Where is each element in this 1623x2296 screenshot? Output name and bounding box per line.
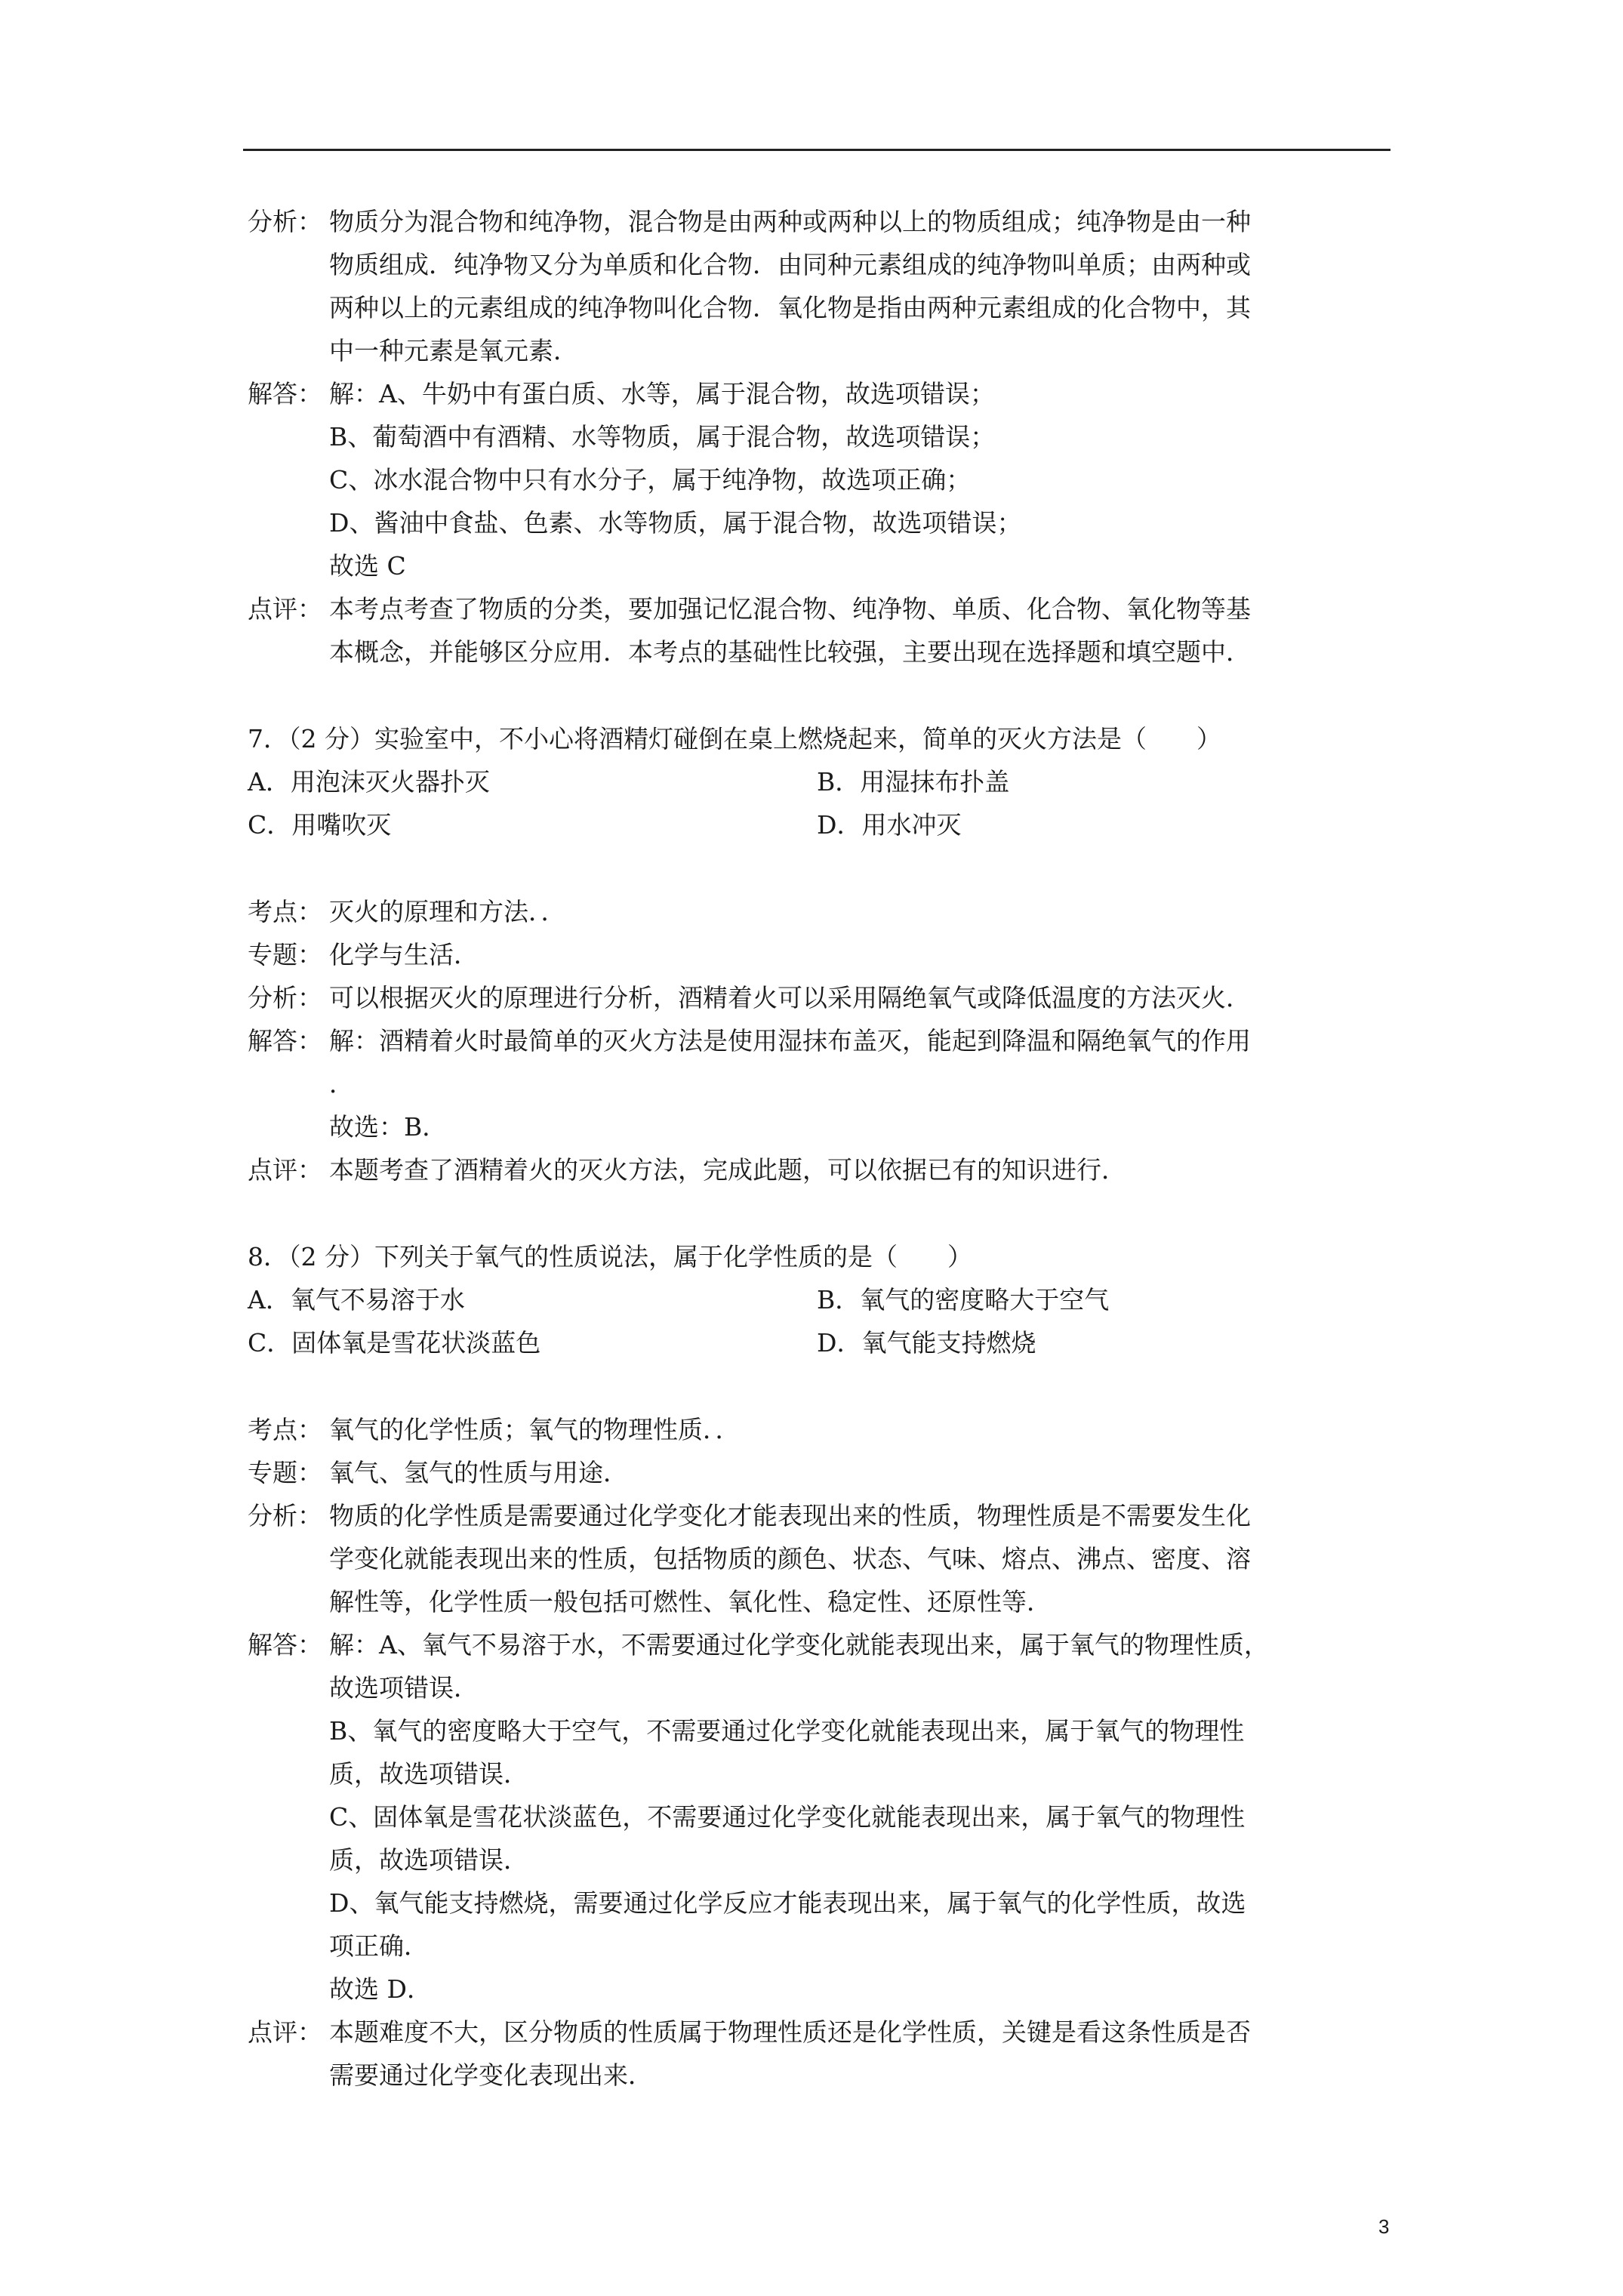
q7-option-b: B．用湿抹布扑盖: [817, 767, 1010, 797]
q7-option-c: C．用嘴吹灭: [248, 810, 392, 840]
q8-answer-line: 故选项错误．: [329, 1673, 479, 1703]
q6-answer-line: 故选 C: [329, 551, 406, 581]
q7-comment-label: 点评：: [248, 1155, 322, 1185]
q6-answer-line: D、酱油中食盐、色素、水等物质，属于混合物，故选项错误；: [329, 508, 1022, 538]
q8-kaodian-label: 考点：: [248, 1415, 322, 1444]
q8-analysis-line: 学变化就能表现出来的性质，包括物质的颜色、状态、气味、熔点、沸点、密度、溶: [329, 1544, 1251, 1573]
q8-comment-text: 本题难度不大，区分物质的性质属于物理性质还是化学性质，关键是看这条性质是否: [329, 2017, 1251, 2047]
q8-zhuanti-label: 专题：: [248, 1458, 322, 1487]
q6-comment-line: 本概念，并能够区分应用．本考点的基础性比较强，主要出现在选择题和填空题中．: [329, 637, 1251, 667]
q6-analysis-line: 物质组成．纯净物又分为单质和化合物．由同种元素组成的纯净物叫单质；由两种或: [329, 250, 1251, 279]
q6-comment-text: 本考点考查了物质的分类，要加强记忆混合物、纯净物、单质、化合物、氧化物等基: [329, 594, 1251, 624]
q6-analysis-text: 物质分为混合物和纯净物，混合物是由两种或两种以上的物质组成；纯净物是由一种: [329, 207, 1251, 236]
q8-analysis-text: 物质的化学性质是需要通过化学变化才能表现出来的性质，物理性质是不需要发生化: [329, 1501, 1251, 1530]
q8-answer-line: [248, 1623, 1395, 1666]
q8-option-c: C．固体氧是雪花状淡蓝色: [248, 1328, 541, 1358]
q8-zhuanti-line: [248, 1451, 1395, 1494]
q6-analysis-label: 分析：: [248, 207, 322, 236]
q7-option-a: A．用泡沫灭火器扑灭: [248, 767, 490, 797]
q7-analysis-line: [248, 976, 1395, 1019]
q8-answer-text: 解：A、氧气不易溶于水，不需要通过化学变化就能表现出来，属于氧气的物理性质，: [329, 1630, 1269, 1660]
q6-analysis-line: 中一种元素是氧元素．: [329, 336, 578, 365]
q7-comment-line: [248, 1148, 1395, 1191]
q6-analysis-line: 两种以上的元素组成的纯净物叫化合物．氧化物是指由两种元素组成的化合物中，其: [329, 293, 1251, 322]
q8-comment-line: [248, 2011, 1395, 2054]
q8-option-d: D．氧气能支持燃烧: [817, 1328, 1036, 1358]
q8-option-b: B．氧气的密度略大于空气: [817, 1285, 1110, 1314]
q7-zhuanti-text: 化学与生活．: [329, 940, 479, 969]
q7-answer-text: 解：酒精着火时最简单的灭火方法是使用湿抹布盖灭，能起到降温和隔绝氧气的作用: [329, 1026, 1251, 1056]
q7-analysis-label: 分析：: [248, 983, 322, 1012]
q7-stem: 7．（2 分）实验室中，不小心将酒精灯碰倒在桌上燃烧起来，简单的灭火方法是（ ）: [248, 724, 1221, 754]
header-rule: [243, 149, 1390, 151]
q8-answer-line: C、固体氧是雪花状淡蓝色，不需要通过化学变化就能表现出来，属于氧气的物理性: [329, 1802, 1246, 1832]
q8-options-row: [248, 1278, 1395, 1321]
q8-kaodian-text: 氧气的化学性质；氧气的物理性质．．: [329, 1415, 741, 1444]
q7-comment-text: 本题考查了酒精着火的灭火方法，完成此题，可以依据已有的知识进行．: [329, 1155, 1126, 1185]
q6-comment-label: 点评：: [248, 594, 322, 624]
q8-answer-line: D、氧气能支持燃烧，需要通过化学反应才能表现出来，属于氧气的化学性质，故选: [329, 1888, 1246, 1918]
q6-analysis-line: [248, 200, 1395, 243]
q8-analysis-label: 分析：: [248, 1501, 322, 1530]
q7-kaodian-line: [248, 890, 1395, 933]
q8-answer-line: B、氧气的密度略大于空气，不需要通过化学变化就能表现出来，属于氧气的物理性: [329, 1716, 1245, 1746]
q7-analysis-text: 可以根据灭火的原理进行分析，酒精着火可以采用隔绝氧气或降低温度的方法灭火．: [329, 983, 1251, 1012]
document-body: [248, 200, 1395, 2097]
q8-answer-line: 项正确．: [329, 1931, 429, 1961]
q7-answer-line: ．: [329, 1069, 354, 1099]
q8-answer-line: 质，故选项错误．: [329, 1845, 528, 1875]
q8-comment-label: 点评：: [248, 2017, 322, 2047]
q7-zhuanti-line: [248, 933, 1395, 976]
q6-answer-text: 解：A、牛奶中有蛋白质、水等，属于混合物，故选项错误；: [329, 379, 995, 408]
q8-kaodian-line: [248, 1408, 1395, 1451]
q7-options-row: [248, 803, 1395, 846]
q7-options-row: [248, 760, 1395, 803]
q6-answer-line: [248, 372, 1395, 415]
q6-answer-line: C、冰水混合物中只有水分子，属于纯净物，故选项正确；: [329, 465, 972, 495]
q8-analysis-line: [248, 1494, 1395, 1537]
q8-stem: 8．（2 分）下列关于氧气的性质说法，属于化学性质的是（ ）: [248, 1242, 972, 1271]
q8-answer-line: 质，故选项错误．: [329, 1759, 528, 1789]
q7-answer-label: 解答：: [248, 1026, 322, 1056]
q8-answer-line: 故选 D．: [329, 1974, 432, 2004]
q7-zhuanti-label: 专题：: [248, 940, 322, 969]
q8-comment-line: 需要通过化学变化表现出来．: [329, 2060, 653, 2090]
q7-kaodian-label: 考点：: [248, 897, 322, 926]
q7-answer-line: 故选：B．: [329, 1112, 448, 1142]
q8-zhuanti-text: 氧气、氢气的性质与用途．: [329, 1458, 628, 1487]
q6-answer-label: 解答：: [248, 379, 322, 408]
q8-options-row: [248, 1321, 1395, 1364]
q8-answer-label: 解答：: [248, 1630, 322, 1660]
q7-answer-line: [248, 1019, 1395, 1062]
q6-answer-line: B、葡萄酒中有酒精、水等物质，属于混合物，故选项错误；: [329, 422, 996, 451]
q7-kaodian-text: 灭火的原理和方法．．: [329, 897, 566, 926]
q8-analysis-line: 解性等，化学性质一般包括可燃性、氧化性、稳定性、还原性等．: [329, 1587, 1052, 1616]
q7-option-d: D．用水冲灭: [817, 810, 962, 840]
q6-comment-line: [248, 587, 1395, 630]
page-number: 3: [1378, 2215, 1390, 2238]
q8-option-a: A．氧气不易溶于水: [248, 1285, 465, 1314]
